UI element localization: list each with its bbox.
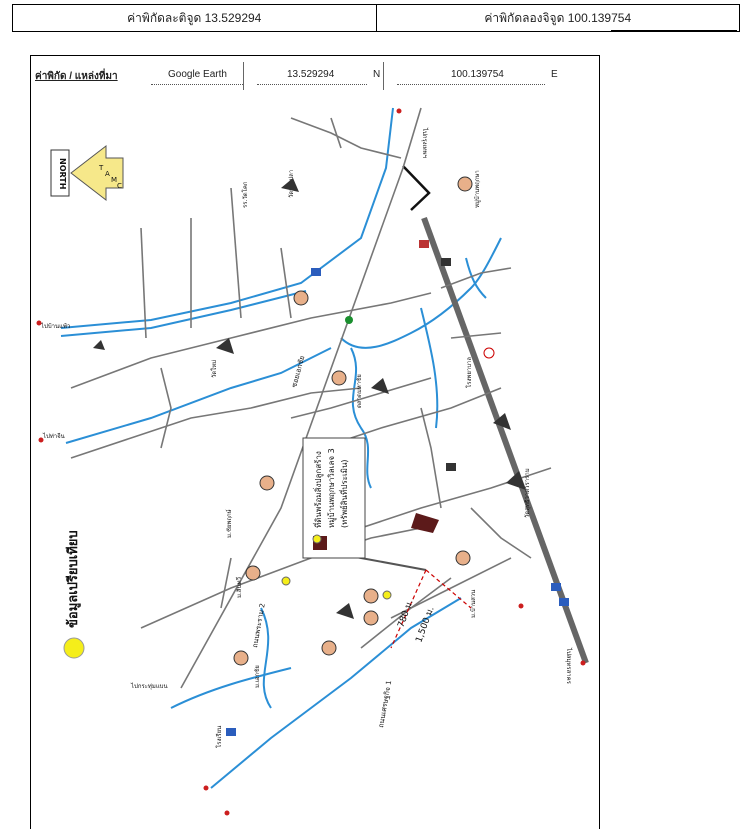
comparable-face-icon: [458, 177, 472, 191]
lat-dots: [257, 84, 367, 85]
subject-parcel: [411, 513, 439, 533]
comparable-face-icon: [294, 291, 308, 305]
temple-icon: [371, 378, 389, 394]
comparable-face-icon: [332, 371, 346, 385]
separator: [243, 62, 244, 90]
temple-icon: [506, 471, 526, 490]
source-row: [31, 60, 599, 88]
separator: [383, 62, 384, 90]
building-icon: [446, 463, 456, 471]
source-dots: [151, 84, 243, 85]
yellow-marker-icon: [282, 577, 290, 585]
comparable-face-icon: [456, 551, 470, 565]
place-label: ม.บ้านสวน: [470, 589, 477, 618]
yellow-marker-icon: [313, 535, 321, 543]
map-document: [30, 55, 600, 829]
road: [281, 248, 291, 318]
comparable-face-icon: [322, 641, 336, 655]
place-label: ไปบ้านแพ้ว: [41, 323, 71, 330]
subject-label: หมู่บ้านพฤกษาวิลเลจ 3: [327, 448, 336, 528]
road: [291, 118, 401, 158]
building-icon: [551, 583, 561, 591]
direction-arrow-icon: [581, 661, 586, 666]
place-label: รร.วัดโคก: [242, 181, 249, 208]
direction-arrow-icon: [397, 109, 402, 114]
lon-dots: [397, 84, 545, 85]
place-label: วัดสุทธิวาตวราราม: [524, 468, 531, 518]
road: [451, 333, 501, 338]
compass-letter: T: [99, 164, 104, 172]
lon-unit: E: [551, 69, 558, 80]
canal: [66, 348, 331, 443]
distance-label: 1,500 ม.: [414, 605, 437, 645]
north-label: NORTH: [58, 158, 67, 190]
building-icon: [226, 728, 236, 736]
road-label: ถนนเศรษฐกิจ 1: [377, 679, 394, 729]
school-icon: [345, 316, 353, 324]
subject-callout: [303, 438, 365, 558]
direction-arrow-icon: [225, 811, 230, 816]
road: [181, 168, 403, 688]
location-map: [31, 88, 599, 829]
building-icon: [441, 258, 451, 266]
direction-arrow-icon: [39, 438, 44, 443]
legend-title: ข้อมูลเปรียบเทียบ: [66, 530, 81, 628]
place-label: ม.ชัยพฤกษ์: [226, 509, 233, 538]
header-underline: [611, 30, 737, 31]
building-icons: [226, 240, 569, 736]
place-label: โรงพยาบาล: [466, 356, 473, 388]
road: [361, 468, 551, 528]
place-label: ม.เอกชัย: [254, 665, 261, 688]
subject-label: (ทรัพย์สินที่ประเมิน): [340, 459, 349, 528]
place-label: ตลาดมหาชัย: [356, 374, 363, 408]
north-arrow-icon: [51, 146, 123, 200]
direction-arrow-icon: [204, 786, 209, 791]
temple-icon: [336, 603, 354, 619]
place-label: ไปกระทุ่มแบน: [131, 683, 168, 690]
place-label: ไปกรุงเทพฯ: [421, 128, 428, 158]
hospital-icon: [484, 348, 494, 358]
comparable-face-icon: [364, 611, 378, 625]
comparable-face-icon: [364, 589, 378, 603]
place-label: หมู่บ้านพฤกษา: [474, 170, 481, 208]
source-value: Google Earth: [168, 69, 227, 80]
direction-arrow-icon: [37, 321, 42, 326]
road: [421, 408, 441, 508]
comparable-face-icon: [260, 476, 274, 490]
place-label: ม.สินทวี: [236, 577, 243, 598]
lat-unit: N: [373, 69, 381, 80]
place-label: ไปท่าจีน: [43, 433, 65, 440]
compass-letter: M: [111, 176, 118, 184]
comparison-marker-icon: [64, 638, 84, 658]
subject-label: ที่ดินพร้อมสิ่งปลูกสร้าง: [314, 451, 323, 528]
compass-letter: A: [105, 170, 110, 178]
place-label: โรงเรียน: [216, 725, 223, 748]
temple-icon: [93, 340, 105, 350]
comparable-face-icon: [234, 651, 248, 665]
place-label: ไปสมุทรสาคร: [565, 648, 572, 684]
yellow-marker-icon: [383, 591, 391, 599]
coordinate-header: [12, 4, 740, 32]
lat-value: 13.529294: [287, 69, 335, 80]
canal: [341, 238, 501, 348]
road-label: ซอยเอกชัย: [290, 354, 307, 389]
highway-black: [403, 166, 429, 210]
road: [161, 368, 171, 448]
building-icon: [559, 598, 569, 606]
road: [71, 293, 431, 388]
longitude-header: ค่าพิกัดลองจิจูด 100.139754: [376, 5, 740, 31]
comparable-face-icon: [246, 566, 260, 580]
road: [403, 108, 421, 168]
road: [141, 528, 421, 628]
direction-arrow-icon: [519, 604, 524, 609]
canal: [61, 108, 393, 328]
distance-line: [426, 570, 471, 608]
road-label: ถนนพระราม 2: [251, 602, 267, 649]
building-icon: [419, 240, 429, 248]
compass-letter: C: [117, 182, 122, 190]
road: [471, 508, 531, 558]
lon-value: 100.139754: [451, 69, 504, 80]
source-label: ค่าพิกัด / แหล่งที่มา: [35, 71, 118, 82]
distance-label: 780 ม.: [396, 598, 416, 630]
latitude-header: ค่าพิกัดละติจูด 13.529294: [127, 10, 262, 25]
place-label: วัดใหม่: [211, 359, 218, 378]
road: [231, 188, 241, 318]
building-icon: [311, 268, 321, 276]
